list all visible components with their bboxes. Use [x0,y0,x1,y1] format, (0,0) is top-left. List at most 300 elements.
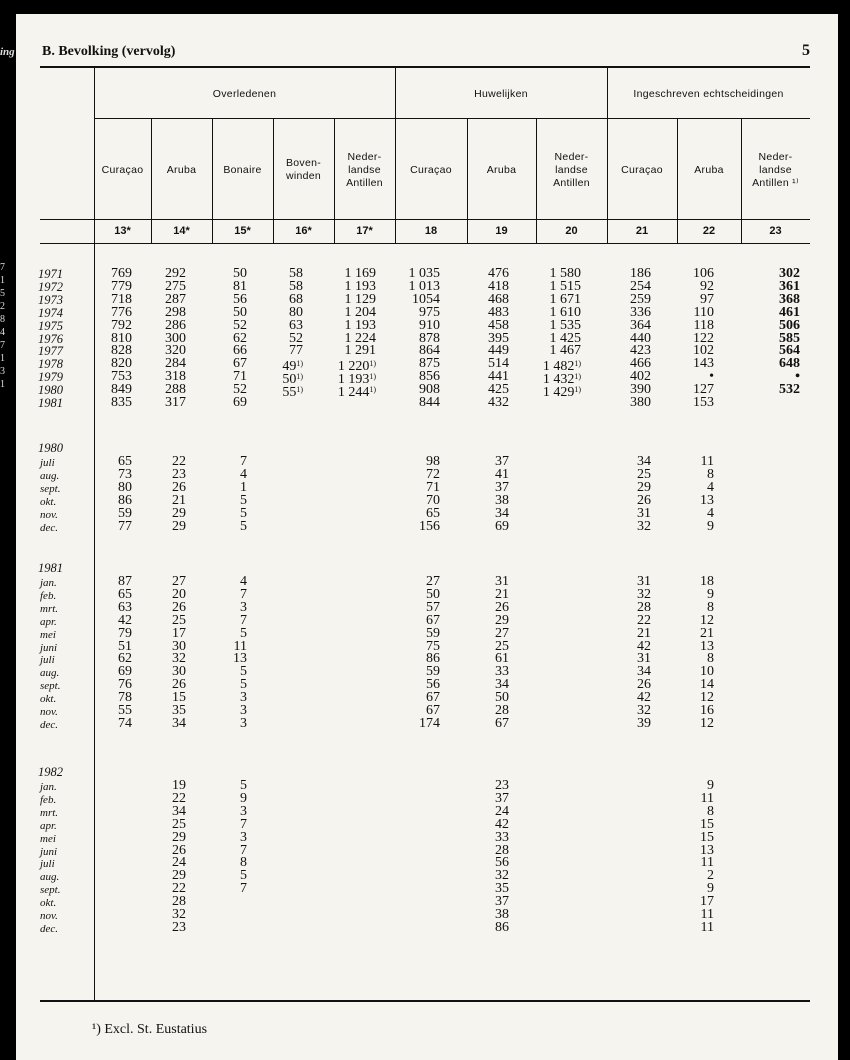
table-cell: 317 [165,395,186,410]
row-label-month: dec. [40,718,59,731]
column-number: 14* [173,225,190,237]
table-cell: 3 [240,690,247,706]
table-cell: 50 [233,304,247,320]
table-cell: 102 [693,343,714,359]
table-cell: 22 [172,454,186,469]
column-number: 23 [769,225,782,237]
table-cell: 468 [488,291,509,307]
table-cell: 1 425 [549,330,581,346]
table-cell: 42 [637,638,651,654]
table-cell: 29 [172,829,186,845]
column-header-line: Neder- [554,150,589,163]
table-cell: 864 [419,343,440,359]
table-cell: 284 [165,356,186,372]
row-label-month: dec. [40,922,59,935]
table-cell: 39 [637,715,651,731]
column-number: 19 [495,225,508,237]
document-page [16,14,838,1060]
row-label-month: okt. [40,693,57,706]
table-cell: 975 [419,304,440,320]
page-title: B. Bevolking (vervolg) [42,44,176,59]
table-cell: 1 193 [344,278,376,294]
table-cell: 1 610 [549,304,581,320]
table-cell: 153 [693,395,714,410]
column-header-line: Bonaire [223,163,262,176]
table-cell: 3 [240,803,247,819]
table-cell: 27 [426,574,440,589]
table-cell: 118 [693,317,714,333]
table-cell: 466 [630,356,651,372]
table-cell: 56 [495,855,509,871]
table-cell: 56 [233,291,247,307]
table-cell: 73 [118,466,132,482]
table-cell: 441 [488,369,509,385]
table-cell: 59 [118,505,132,521]
table-cell: 26 [172,677,186,693]
group-header-huwelijken: Huwelijken [474,88,528,100]
table-cell: 259 [630,291,651,307]
table-cell: 2 [707,868,714,884]
table-cell: 8 [707,651,714,667]
table-cell: 26 [172,599,186,615]
table-cell: 1 671 [549,291,581,307]
table-cell: 29 [495,612,509,628]
column-number: 21 [635,225,649,237]
table-cell: 1 429$^{1)}$ [542,385,581,401]
table-cell: 7 [240,842,247,858]
column-header-line: Aruba [486,163,517,176]
table-cell: 86 [118,492,132,508]
table-cell: 1 244$^{1)}$ [337,385,376,401]
margin-fragment: 7 [0,340,5,351]
table-cell: 37 [495,454,509,469]
table-cell: 32 [172,651,186,667]
row-label-month: dec. [40,521,59,534]
column-number: 17* [356,225,373,237]
margin-fragment: 3 [0,366,5,377]
table-cell: 55 [118,703,132,718]
table-cell: 11 [700,454,714,469]
table-cell: 37 [495,894,509,910]
table-cell: 58 [289,266,303,281]
table-cell: 21 [495,586,509,602]
table-cell: 24 [495,803,509,819]
column-number: 16* [295,225,312,237]
table-cell: 1 [240,479,247,495]
table-cell: 31 [637,574,651,589]
table-cell: 287 [165,291,186,307]
table-cell: 7 [240,586,247,602]
table-cell: 461 [779,304,800,320]
table-cell: 288 [165,382,186,398]
table-cell: 275 [165,278,186,294]
table-cell: 23 [172,466,186,482]
footnote-marker: 1) [574,385,581,395]
column-header [94,164,151,177]
table-cell: 23 [172,919,186,935]
table-cell: 449 [488,343,509,359]
column-header-line: Aruba [694,163,724,176]
table-cell: 25 [637,466,651,482]
table-cell: 5 [240,677,247,693]
table-cell: 37 [495,790,509,806]
table-cell: 844 [419,395,440,410]
table-cell: 5 [240,505,247,521]
table-cell: 25 [172,612,186,628]
row-label-month: okt. [40,897,57,910]
table-cell: 1 535 [549,317,581,333]
column-number: 18 [424,225,438,237]
table-cell: 298 [165,304,186,320]
table-cell: 25 [172,816,186,832]
row-label-month: sept. [40,680,61,693]
table-cell: 65 [118,586,132,602]
footnote-marker: 1) [369,385,376,395]
column-header [536,151,607,190]
footnote-marker: 1) [369,372,376,382]
table-cell: 143 [693,356,714,372]
table-cell: 26 [172,479,186,495]
footnote-marker: 1) [574,359,581,369]
table-cell: 67 [233,356,247,372]
table-cell: 97 [700,291,714,307]
row-label-month: jan. [40,781,57,793]
table-cell: 3 [240,829,247,845]
table-cell: 1 013 [408,278,440,294]
table-cell: 77 [289,343,303,359]
table-cell: 8 [707,466,714,482]
table-cell: 33 [495,829,509,845]
table-cell: 71 [426,479,440,495]
table-cell: 71 [233,369,247,385]
table-cell: 86 [495,919,509,935]
footnote-marker: 1) [296,385,303,395]
table-cell: 69 [495,518,509,534]
row-label-month: juli [40,654,55,667]
table-cell: 33 [495,664,509,680]
table-cell: 38 [495,907,509,922]
table-cell: 32 [637,586,651,602]
table-cell: 42 [118,612,132,628]
table-cell: 7 [240,881,247,897]
table-cell: 67 [426,690,440,706]
column-header-line: landse [759,163,792,176]
table-cell: 11 [700,919,714,935]
row-label-month: mei [40,832,56,845]
footnote: ¹) Excl. St. Eustatius [92,1022,208,1037]
table-cell: 26 [172,842,186,858]
table-cell: 66 [233,343,247,359]
table-cell: 15 [700,816,714,832]
table-cell: 718 [111,291,132,307]
table-cell: 52 [233,317,247,333]
column-header-line: landse [348,163,381,176]
column-header-line: Curaçao [621,163,663,176]
table-cell: 79 [118,625,132,641]
table-cell: 28 [637,599,651,615]
table-cell: 50 [495,690,509,706]
row-label-year: 1974 [38,305,63,320]
table-cell: 69 [233,395,247,410]
table-cell: 8 [707,599,714,615]
table-cell: 67 [495,715,509,731]
table-cell: 1 129 [344,291,376,307]
table-cell: 9 [707,778,714,793]
column-number: 20 [565,225,578,237]
margin-fragment: 1 [0,353,5,364]
table-cell: 63 [289,317,303,333]
column-header-line: Antillen [553,176,590,189]
table-cell: 1 193 [344,317,376,333]
table-cell: 75 [426,638,440,654]
table-cell: 753 [111,369,132,385]
table-cell: 1 204 [344,304,376,320]
table-cell: 58 [289,278,303,294]
table-cell: 432 [488,395,509,410]
table-cell: 32 [495,868,509,884]
table-cell: 22 [637,612,651,628]
table-cell: 820 [111,356,132,372]
table-cell: 7 [240,816,247,832]
table-cell: 9 [707,881,714,897]
table-cell: 15 [172,690,186,706]
table-cell: 11 [700,790,714,806]
table-cell: 127 [693,382,714,398]
table-cell: 17 [700,894,714,910]
table-cell: 320 [165,343,186,359]
table-cell: 28 [495,842,509,858]
table-cell: 50 [233,266,247,281]
table-cell: 779 [111,278,132,294]
table-cell: 77 [118,518,132,534]
block-year-label: 1980 [38,441,63,455]
table-cell: 7 [240,454,247,469]
table-cell: 254 [630,278,651,294]
row-label-month: aug. [40,469,60,482]
row-label-month: nov. [40,910,58,922]
table-cell: 19 [172,778,186,793]
table-cell: 41 [495,466,509,482]
table-cell: 70 [426,492,440,508]
row-label-month: juni [40,845,58,858]
table-cell: 3 [240,703,247,718]
table-cell: 26 [495,599,509,615]
table-cell: 106 [693,266,714,281]
table-cell: 12 [700,612,714,628]
table-cell: 67 [426,612,440,628]
table-cell: 458 [488,317,509,333]
table-cell: 3 [240,599,247,615]
table-cell: 856 [419,369,440,385]
table-cell: 51 [118,638,132,654]
table-cell: 57 [426,599,440,615]
column-header-line: Boven- [285,157,322,169]
row-label-year: 1971 [38,267,63,281]
table-cell: 10 [700,664,714,680]
footnote-marker: 1) [574,372,581,382]
footnote-marker: 1) [296,372,303,382]
table-cell: 1 291 [344,343,376,359]
table-cell: 483 [488,304,509,320]
table-cell: 368 [779,291,800,307]
column-header [151,164,212,177]
table-cell: 5 [240,518,247,534]
table-cell: 18 [700,574,714,589]
row-label-year: 1972 [38,279,63,294]
table-cell: 22 [172,881,186,897]
table-cell: 186 [630,266,651,281]
table-cell: 4 [240,574,247,589]
table-cell: 878 [419,330,440,346]
column-number: 15* [234,225,251,237]
table-cell: 28 [172,894,186,910]
table-cell: 769 [111,266,132,281]
table-cell: 24 [172,855,186,871]
table-cell: 9 [707,518,714,534]
table-cell: 37 [495,479,509,495]
margin-fragment: 1 [0,379,5,390]
table-cell: 49$^{1)}$ [282,359,303,375]
table-cell: 286 [165,317,186,333]
table-cell: 27 [172,574,186,589]
table-cell: 875 [419,356,440,372]
table-cell: 302 [779,266,800,281]
table-cell: 21 [700,625,714,641]
table-cell: 23 [495,778,509,793]
table-cell: 585 [779,330,800,346]
table-cell: 34 [637,454,651,469]
table-cell: 15 [700,829,714,845]
table-cell: 26 [637,492,651,508]
table-cell: 62 [118,651,132,667]
table-cell: 3 [240,715,247,731]
row-label-month: sept. [40,884,61,897]
margin-fragment: ing [0,46,15,58]
margin-fragment: 8 [0,314,5,325]
column-header [212,164,273,177]
table-cell: 92 [700,278,714,294]
row-label-month: jan. [40,577,57,589]
table-cell: 55$^{1)}$ [282,385,303,401]
row-label-month: okt. [40,495,57,508]
table-cell: 72 [426,466,440,482]
table-cell: 13 [700,492,714,508]
group-rule [94,118,810,119]
table-cell: 908 [419,382,440,398]
table-cell: • [709,369,714,385]
table-cell: 30 [172,664,186,680]
table-cell: 34 [172,715,186,731]
table-cell: 1 515 [549,278,581,294]
table-cell: 4 [707,505,714,521]
table-cell: 80 [289,304,303,320]
table-cell: 110 [693,304,714,320]
table-cell: 418 [488,278,509,294]
table-cell: 98 [426,454,440,469]
column-header-line: Neder- [758,150,793,163]
table-cell: 65 [118,454,132,469]
page-number: 5 [802,42,810,59]
footnote-marker: 1) [369,359,376,369]
table-cell: 12 [700,690,714,706]
column-header-line: Neder- [347,150,382,163]
table-cell: 52 [289,330,303,346]
table-cell: 122 [693,330,714,346]
row-label-year: 1980 [38,383,63,398]
column-number: 22 [702,225,716,237]
row-label-month: feb. [40,589,57,602]
table-cell: 395 [488,330,509,346]
margin-fragment: 1 [0,275,5,286]
column-header-line: Curaçao [101,163,144,176]
table-cell: 390 [630,382,651,398]
column-header-line: landse [555,163,588,176]
table-cell: 38 [495,492,509,508]
table-cell: 52 [233,382,247,398]
top-rule [40,66,810,68]
row-label-year: 1975 [38,318,63,333]
bottom-rule [40,1000,810,1002]
group-header-overleden: Overledenen [212,88,277,100]
table-cell: 300 [165,330,186,346]
column-header [741,151,810,190]
column-header-line: Antillen [346,176,383,189]
table-cell: 78 [118,690,132,706]
table-cell: 5 [240,778,247,793]
column-number: 13* [114,225,131,237]
table-cell: 318 [165,369,186,385]
column-header [467,164,536,177]
table-cell: 156 [419,518,440,534]
table-cell: 32 [172,907,186,922]
row-label-month: mei [40,628,56,641]
header-rule [40,219,810,220]
table-cell: 1 169 [344,266,376,281]
table-cell: 14 [700,677,714,693]
table-cell: 28 [495,703,509,718]
table-cell: 506 [779,317,800,333]
table-cell: 810 [111,330,132,346]
table-cell: 21 [172,492,186,508]
table-cell: 31 [495,574,509,589]
table-cell: 20 [172,586,186,602]
table-cell: 4 [707,479,714,495]
table-cell: 11 [700,907,714,922]
table-cell: 16 [700,703,714,718]
table-cell: 87 [118,574,132,589]
column-header [273,157,334,183]
table-cell: 59 [426,625,440,641]
row-label-month: apr. [40,615,57,628]
table-cell: 849 [111,382,132,398]
table-cell: 564 [779,343,800,359]
column-header-line: winden [285,170,322,182]
table-cell: 9 [707,586,714,602]
margin-fragment: 2 [0,301,5,312]
table-cell: 292 [165,266,186,281]
row-label-month: juli [40,457,55,469]
table-cell: 69 [118,664,132,680]
table-cell: 27 [495,625,509,641]
table-cell: 835 [111,395,132,410]
table-cell: 1 580 [549,266,581,281]
block-year-label: 1981 [38,561,63,575]
row-label-month: nov. [40,706,58,718]
table-cell: 34 [495,505,509,521]
table-cell: 4 [240,466,247,482]
table-cell: 74 [118,715,132,731]
row-label-month: mrt. [40,806,59,819]
